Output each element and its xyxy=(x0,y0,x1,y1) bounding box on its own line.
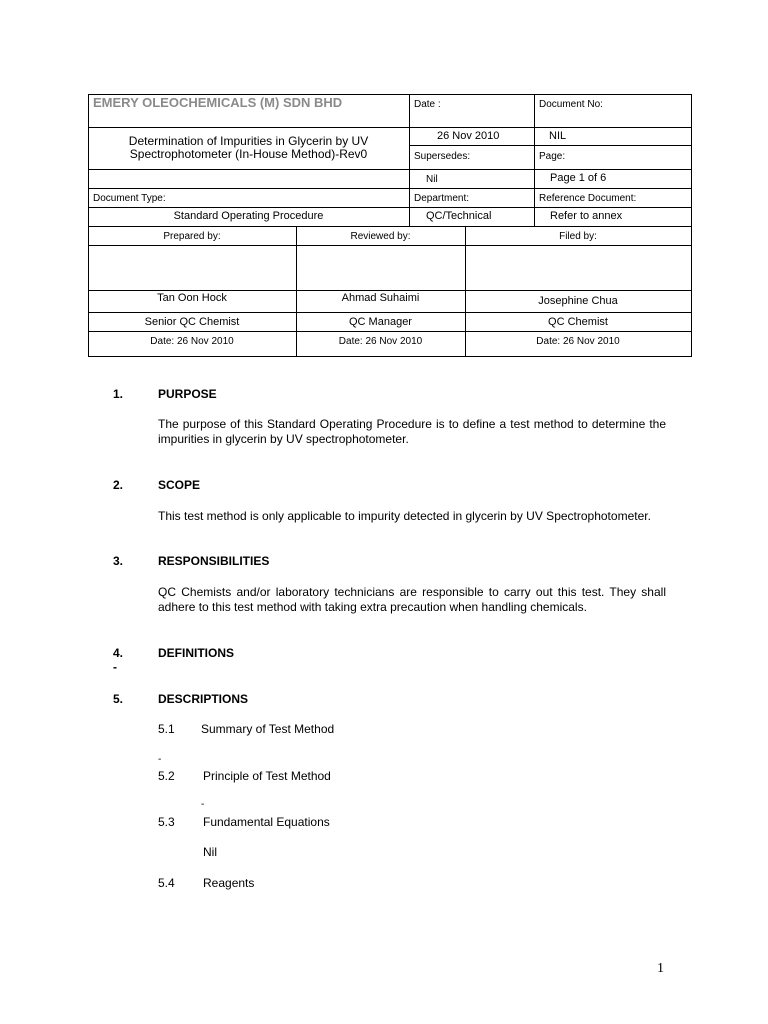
section-text-responsibilities: QC Chemists and/or laboratory technicians are responsible to carry out this test. They shall adhere to this test method with taking extra precaution when handling chemicals. xyxy=(158,585,666,614)
filed-by-date: Date: 26 Nov 2010 xyxy=(536,336,620,347)
subsection-title-reagents: Reagents xyxy=(203,876,255,890)
table-line xyxy=(88,312,692,313)
document-type-value: Standard Operating Procedure xyxy=(173,210,324,222)
subsection-number: 5.1 xyxy=(158,722,175,736)
company-name: EMERY OLEOCHEMICALS (M) SDN BHD xyxy=(93,95,343,110)
subsection-title-summary: Summary of Test Method xyxy=(201,722,335,736)
prepared-by-date: Date: 26 Nov 2010 xyxy=(150,336,234,347)
section-text-scope: This test method is only applicable to impurity detected in glycerin by UV Spectrophotometer. xyxy=(158,509,651,523)
section-title-descriptions: DESCRIPTIONS xyxy=(158,692,249,706)
supersedes-value: Nil xyxy=(426,174,438,185)
table-line xyxy=(88,331,692,332)
document-no-label: Document No: xyxy=(539,99,603,110)
table-line xyxy=(88,188,692,189)
reference-document-label: Reference Document: xyxy=(539,193,637,204)
table-line xyxy=(88,356,692,357)
document-title xyxy=(88,135,409,161)
principle-dash: - xyxy=(201,799,205,810)
section-number: 4. xyxy=(113,646,124,660)
table-line xyxy=(409,94,410,226)
filed-by-role: QC Chemist xyxy=(548,316,608,328)
section-text-purpose: The purpose of this Standard Operating Procedure is to define a test method to determine the impurities in glycerin by UV spectrophotometer. xyxy=(158,417,666,446)
equations-text: Nil xyxy=(203,845,217,859)
section-number: 3. xyxy=(113,554,124,568)
document-no-value: NIL xyxy=(549,130,567,142)
date-value: 26 Nov 2010 xyxy=(437,130,500,142)
prepared-by-label: Prepared by: xyxy=(163,231,221,242)
reviewed-by-date: Date: 26 Nov 2010 xyxy=(338,336,423,347)
department-value: QC/Technical xyxy=(426,210,492,222)
section-title-scope: SCOPE xyxy=(158,478,201,492)
table-line xyxy=(88,127,692,128)
page-label: Page: xyxy=(539,151,566,162)
reference-document-value: Refer to annex xyxy=(550,210,623,222)
subsection-title-equations: Fundamental Equations xyxy=(203,815,330,829)
supersedes-label: Supersedes: xyxy=(414,151,471,162)
section-title-definitions: DEFINITIONS xyxy=(158,646,235,660)
subsection-title-principle: Principle of Test Method xyxy=(203,769,331,783)
section-title-purpose: PURPOSE xyxy=(158,387,217,401)
document-title-line2: Spectrophotometer (In-House Method)-Rev0 xyxy=(129,147,368,161)
table-line xyxy=(534,94,535,226)
section-number: 2. xyxy=(113,478,124,492)
document-type-label: Document Type: xyxy=(93,193,166,204)
date-label: Date : xyxy=(414,99,441,110)
table-line xyxy=(88,245,692,246)
department-label: Department: xyxy=(414,193,470,204)
section-number: 1. xyxy=(113,387,124,401)
table-line xyxy=(88,169,692,170)
reviewed-by-role: QC Manager xyxy=(349,316,412,328)
page-value: Page 1 of 6 xyxy=(550,172,607,184)
subsection-number: 5.2 xyxy=(158,769,175,783)
section-number: 5. xyxy=(113,692,124,706)
reviewed-by-label: Reviewed by: xyxy=(350,231,411,242)
prepared-by-role: Senior QC Chemist xyxy=(144,316,240,328)
subsection-number: 5.4 xyxy=(158,876,175,890)
definitions-dash: - xyxy=(113,660,117,674)
table-line xyxy=(88,290,692,291)
filed-by-name: Josephine Chua xyxy=(538,295,618,307)
page-number: 1 xyxy=(657,961,664,976)
summary-dash: - xyxy=(158,754,162,765)
document-title-line1: Determination of Impurities in Glycerin by UV xyxy=(128,134,369,148)
table-line xyxy=(88,226,692,227)
filed-by-label: Filed by: xyxy=(559,231,597,242)
prepared-by-name: Tan Oon Hock xyxy=(157,292,227,304)
table-line xyxy=(88,207,692,208)
table-line xyxy=(409,145,692,146)
reviewed-by-name: Ahmad Suhaimi xyxy=(341,292,420,304)
subsection-number: 5.3 xyxy=(158,815,175,829)
section-title-responsibilities: RESPONSIBILITIES xyxy=(158,554,270,568)
